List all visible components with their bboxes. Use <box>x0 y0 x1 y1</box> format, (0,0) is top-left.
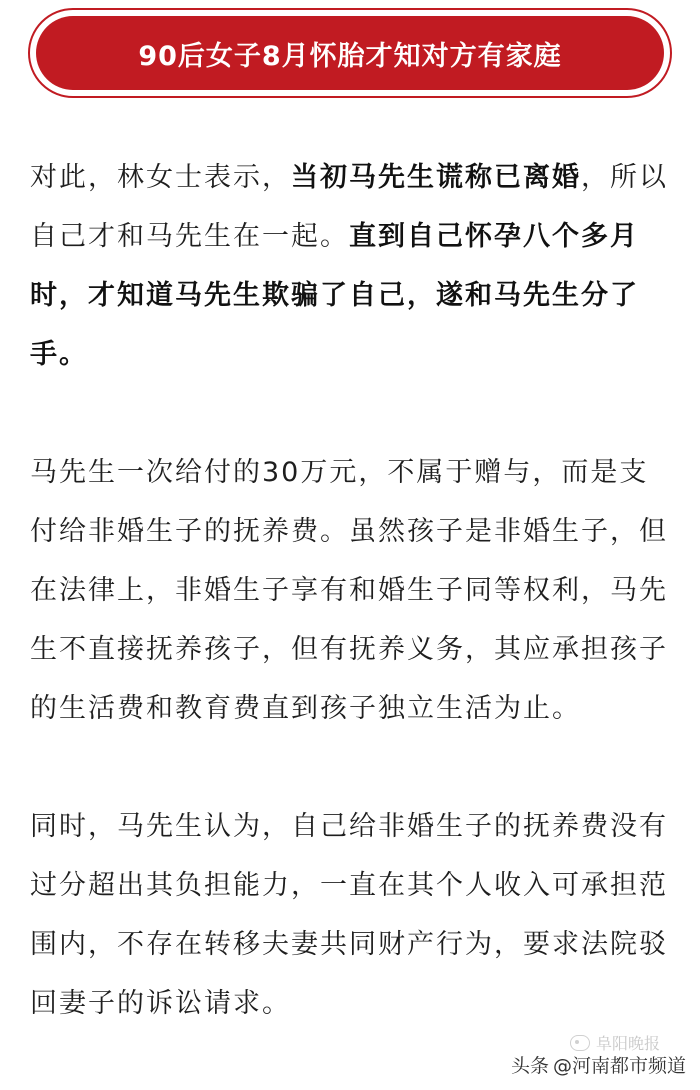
paragraph-1 <box>30 148 674 384</box>
watermark-text: 阜阳晚报 <box>595 1034 660 1053</box>
headline-banner-fill <box>36 16 664 90</box>
paragraph-3: 同时，马先生认为，自己给非婚生子的抚养费没有过分超出其负担能力，一直在其个人收入可承担范围内，不存在转移夫妻共同财产行为，要求法院驳回妻子的诉讼请求。 <box>30 811 668 1019</box>
footer-attribution <box>511 1051 686 1078</box>
paragraph-2: 马先生一次给付的30万元，不属于赠与，而是支付给非婚生子的抚养费。虽然孩子是非婚生子，但在法律上，非婚生子享有和婚生子同等权利，马先生不直接抚养孩子，但有抚养义务，其应承担孩子的生活费和教育费直到孩子独立生活为止。 <box>30 457 668 724</box>
p1-bold-2: 直到自己怀孕八个多月时，才知道马先生欺骗了自己，遂和马先生分了手。 <box>30 221 639 370</box>
platform-name: 头条 <box>510 1055 549 1077</box>
headline-banner <box>28 8 672 98</box>
p1-bold-1: 当初马先生谎称已离婚 <box>291 162 581 193</box>
p1-sentence-2: ，所以自己才和马先生在一起。 <box>30 162 668 252</box>
article-body <box>30 148 674 1033</box>
p1-sentence-1: 对此，林女士表示， <box>30 162 291 193</box>
author-handle[interactable]: @河南都市频道 <box>552 1055 686 1077</box>
headline-title: 90后女子8月怀胎才知对方有家庭 <box>138 40 562 72</box>
wechat-icon <box>570 1035 590 1051</box>
